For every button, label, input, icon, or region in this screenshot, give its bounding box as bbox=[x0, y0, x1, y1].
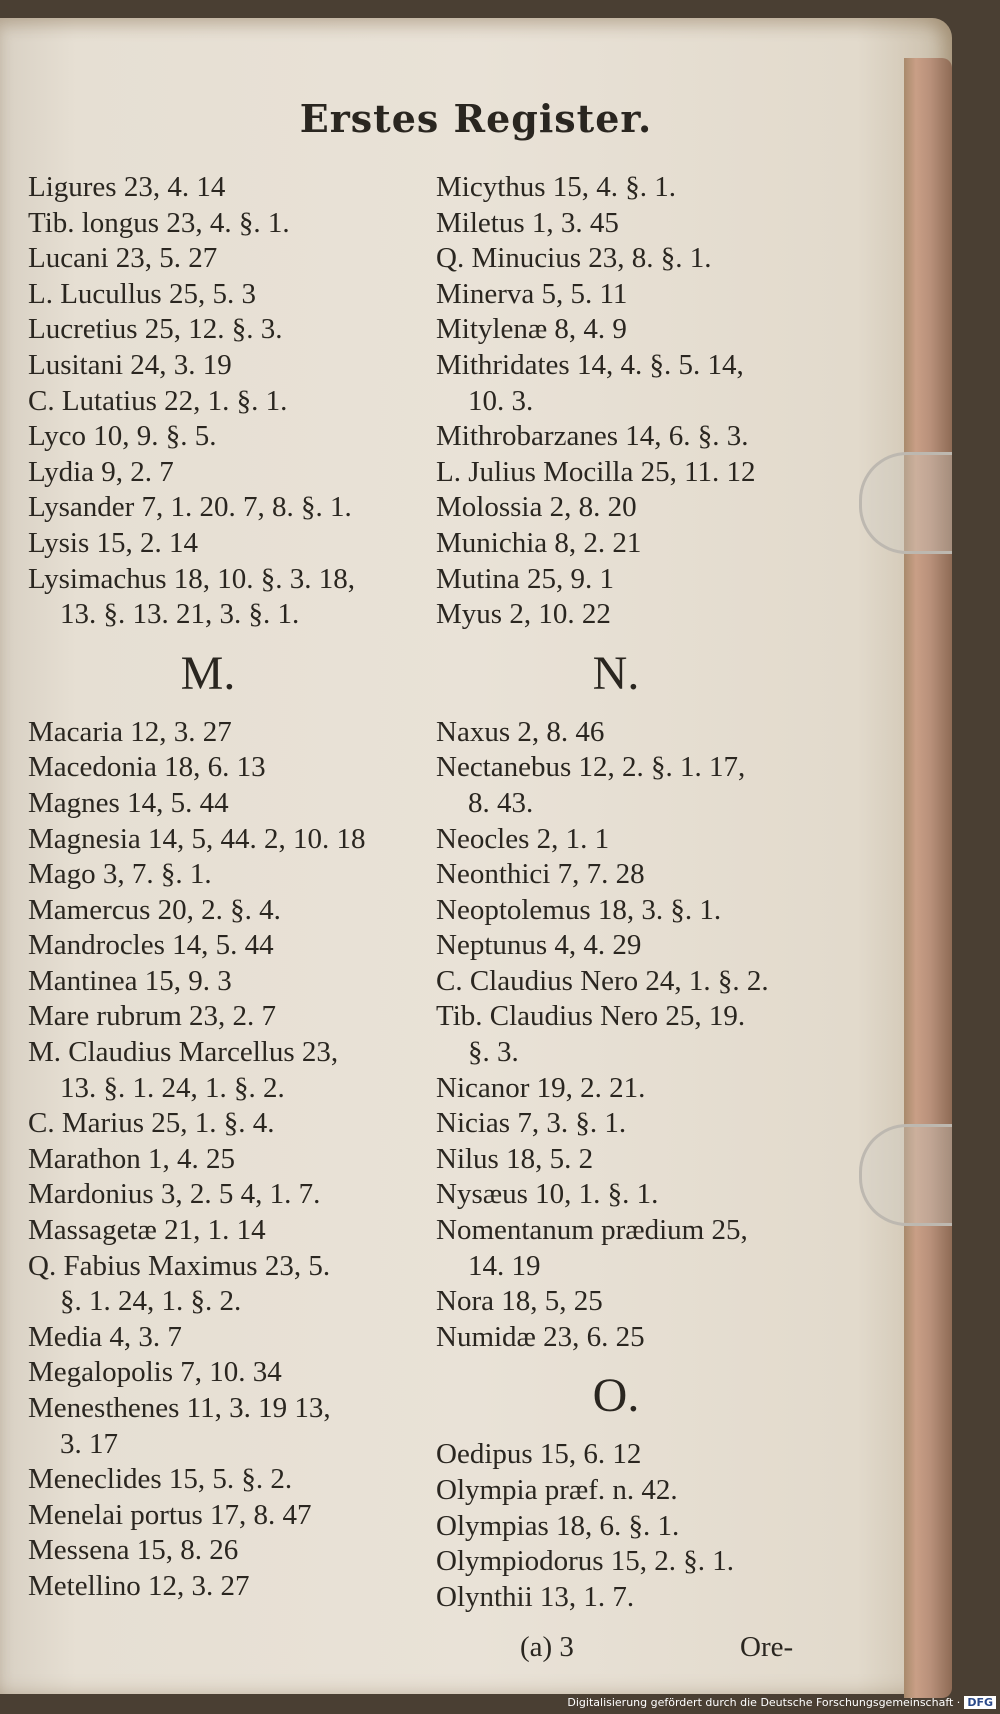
index-entry: Lysimachus 18, 10. §. 3. 18, bbox=[28, 562, 356, 595]
index-entry: Nilus 18, 5. 2 bbox=[436, 1142, 594, 1175]
index-entry: Tib. Claudius Nero 25, 19. bbox=[436, 1000, 746, 1033]
index-column-left bbox=[28, 170, 428, 1605]
index-entry-continuation: 10. 3. bbox=[468, 384, 534, 417]
section-letter: N. bbox=[592, 646, 640, 700]
section-letter: M. bbox=[180, 646, 236, 700]
index-entry: Nora 18, 5, 25 bbox=[436, 1285, 603, 1318]
index-entry: Mutina 25, 9. 1 bbox=[436, 562, 615, 595]
index-entry: Oedipus 15, 6. 12 bbox=[436, 1438, 642, 1471]
index-entry: Media 4, 3. 7 bbox=[28, 1320, 182, 1353]
index-entry: Olympiodorus 15, 2. §. 1. bbox=[436, 1545, 735, 1578]
index-entry: Minerva 5, 5. 11 bbox=[436, 277, 628, 310]
index-entry-continuation: 14. 19 bbox=[468, 1249, 541, 1282]
index-entry: Mithrobarzanes 14, 6. §. 3. bbox=[436, 420, 749, 453]
index-entry: Nomentanum prædium 25, bbox=[436, 1214, 748, 1247]
index-entry: Numidæ 23, 6. 25 bbox=[436, 1320, 645, 1353]
index-entry: Neocles 2, 1. 1 bbox=[436, 822, 610, 855]
index-entry: Neptunus 4, 4. 29 bbox=[436, 929, 642, 962]
page-title: Erstes Register. bbox=[299, 96, 653, 141]
page-edge bbox=[904, 58, 952, 1698]
index-entry: Macedonia 18, 6. 13 bbox=[28, 751, 266, 784]
index-entry: Metellino 12, 3. 27 bbox=[28, 1569, 250, 1602]
index-entry-continuation: §. 1. 24, 1. §. 2. bbox=[60, 1285, 242, 1318]
index-entry: L. Lucullus 25, 5. 3 bbox=[28, 277, 256, 310]
index-entry: Lyco 10, 9. §. 5. bbox=[28, 420, 217, 453]
index-entry: Lydia 9, 2. 7 bbox=[28, 455, 174, 488]
index-entry: Mandrocles 14, 5. 44 bbox=[28, 929, 274, 962]
index-entry: Munichia 8, 2. 21 bbox=[436, 526, 642, 559]
index-entry: Nicias 7, 3. §. 1. bbox=[436, 1107, 627, 1140]
index-entry-continuation: 3. 17 bbox=[60, 1427, 118, 1460]
index-entry: Menelai portus 17, 8. 47 bbox=[28, 1498, 312, 1531]
index-column-right bbox=[436, 170, 846, 1615]
index-entry: Micythus 15, 4. §. 1. bbox=[436, 171, 677, 203]
index-entry: Myus 2, 10. 22 bbox=[436, 598, 611, 631]
index-entry: Q. Minucius 23, 8. §. 1. bbox=[436, 242, 712, 275]
index-entry: Massagetæ 21, 1. 14 bbox=[28, 1214, 266, 1247]
dfg-logo: DFG bbox=[964, 1696, 996, 1709]
paper-clip-bottom bbox=[859, 1124, 952, 1226]
index-entry: Messena 15, 8. 26 bbox=[28, 1534, 239, 1567]
index-entry: Megalopolis 7, 10. 34 bbox=[28, 1356, 282, 1389]
section-letter: O. bbox=[592, 1369, 640, 1423]
catchword: Ore- bbox=[740, 1631, 794, 1663]
index-entry-continuation: §. 3. bbox=[468, 1036, 519, 1069]
index-entry: Q. Fabius Maximus 23, 5. bbox=[28, 1249, 331, 1282]
index-entry: Magnesia 14, 5, 44. 2, 10. 18 bbox=[28, 822, 366, 855]
index-entry: Tib. longus 23, 4. §. 1. bbox=[28, 206, 290, 239]
index-entry: Mardonius 3, 2. 5 4, 1. 7. bbox=[28, 1178, 321, 1211]
index-entry: Nysæus 10, 1. §. 1. bbox=[436, 1178, 659, 1211]
index-entry: Nectanebus 12, 2. §. 1. 17, bbox=[436, 751, 746, 784]
index-entry: Olynthii 13, 1. 7. bbox=[436, 1580, 635, 1613]
index-entry: Miletus 1, 3. 45 bbox=[436, 206, 619, 239]
index-entry: Mago 3, 7. §. 1. bbox=[28, 858, 212, 891]
book-page bbox=[0, 18, 952, 1694]
index-entry: Lusitani 24, 3. 19 bbox=[28, 348, 232, 381]
index-entry: L. Julius Mocilla 25, 11. 12 bbox=[436, 455, 756, 488]
index-entry: Lucretius 25, 12. §. 3. bbox=[28, 313, 283, 346]
index-entry: Lysis 15, 2. 14 bbox=[28, 526, 198, 559]
index-entry: Marathon 1, 4. 25 bbox=[28, 1142, 235, 1175]
index-entry: Mare rubrum 23, 2. 7 bbox=[28, 1000, 277, 1033]
index-entry: C. Lutatius 22, 1. §. 1. bbox=[28, 384, 288, 417]
index-entry: Lysander 7, 1. 20. 7, 8. §. 1. bbox=[28, 491, 352, 524]
index-entry: Mantinea 15, 9. 3 bbox=[28, 964, 232, 997]
index-entry: C. Claudius Nero 24, 1. §. 2. bbox=[436, 964, 769, 997]
index-entry: Olympias 18, 6. §. 1. bbox=[436, 1509, 680, 1542]
index-entry: Neoptolemus 18, 3. §. 1. bbox=[436, 893, 722, 926]
index-entry: Menesthenes 11, 3. 19 13, bbox=[28, 1392, 331, 1424]
index-entry: Magnes 14, 5. 44 bbox=[28, 786, 229, 819]
index-entry-continuation: 8. 43. bbox=[468, 786, 534, 819]
signature-mark: (a) 3 bbox=[520, 1631, 574, 1663]
index-entry: Mithridates 14, 4. §. 5. 14, bbox=[436, 348, 744, 381]
index-entry: Mitylenæ 8, 4. 9 bbox=[436, 313, 627, 346]
index-entry-continuation: 13. §. 1. 24, 1. §. 2. bbox=[60, 1071, 285, 1104]
index-entry: Olympia præf. n. 42. bbox=[436, 1474, 678, 1506]
index-entry: Molossia 2, 8. 20 bbox=[436, 491, 637, 524]
index-entry: Lucani 23, 5. 27 bbox=[28, 242, 218, 275]
index-entry: M. Claudius Marcellus 23, bbox=[28, 1036, 339, 1069]
index-entry: Nicanor 19, 2. 21. bbox=[436, 1071, 646, 1104]
index-entry: C. Marius 25, 1. §. 4. bbox=[28, 1107, 275, 1140]
index-entry: Ligures 23, 4. 14 bbox=[28, 171, 226, 203]
paper-clip-top bbox=[859, 452, 952, 554]
index-entry: Meneclides 15, 5. §. 2. bbox=[28, 1463, 293, 1496]
index-entry: Neonthici 7, 7. 28 bbox=[436, 858, 645, 891]
index-entry-continuation: 13. §. 13. 21, 3. §. 1. bbox=[60, 598, 300, 631]
index-entry: Mamercus 20, 2. §. 4. bbox=[28, 893, 281, 926]
index-entry: Naxus 2, 8. 46 bbox=[436, 715, 605, 748]
credit-text: Digitalisierung gefördert durch die Deutsche Forschungsgemeinschaft · bbox=[567, 1696, 961, 1709]
index-entry: Macaria 12, 3. 27 bbox=[28, 715, 232, 748]
digitization-credit bbox=[567, 1696, 996, 1709]
